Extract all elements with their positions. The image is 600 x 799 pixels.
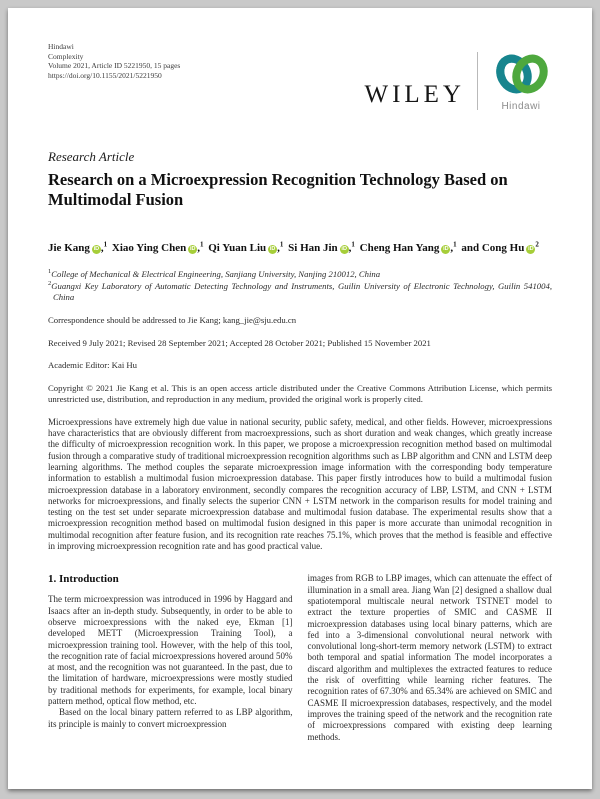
intro-paragraph: images from RGB to LBP images, which can attenuate the effect of illumination in a small area. Jiang Wan [2] designed a shallow dual spatiotemporal multiscale neural network TSTNET model to extract the texture properties of SMIC and CASME II microexpression databases using local binary patterns, which are fed into a 3-dimensional convolutional neural network with convolutional long-short-term memory network (LSTM) to extract both temporal and spatial information The model incorporates a discard algorithm and multiplexes the extracted features to reduce the risk of overfitting while learning richer features. The recognition rates of 67.30% and 65.34% are achieved on SMIC and CASME II microexpression databases, respectively, and the model improves the training speed of the network and the recognition rate of microexpressions compared with existing deep learning methods. [307, 573, 552, 742]
author [112, 242, 204, 254]
correspondence-email-link[interactable]: kang_jie@sju.edu.cn [222, 314, 297, 325]
affiliation-list [48, 267, 552, 303]
publication-meta [48, 42, 180, 80]
affiliation-number: 2 [48, 280, 52, 288]
orcid-icon[interactable] [340, 245, 349, 254]
affiliation-ref: 2 [535, 240, 539, 248]
author-name: Si Han Jin [288, 241, 338, 254]
author [48, 242, 107, 254]
author-separator: , [450, 241, 454, 254]
orcid-icon[interactable] [526, 245, 535, 254]
orcid-icon[interactable] [92, 245, 101, 254]
author [360, 242, 457, 254]
affiliation-ref: 1 [453, 240, 457, 248]
affiliation-ref: 1 [200, 240, 204, 248]
affiliation-ref: 1 [103, 240, 108, 248]
orcid-icon[interactable] [188, 245, 197, 254]
academic-editor-line: Academic Editor: Kai Hu [48, 360, 138, 371]
affiliation-text: College of Mechanical & Electrical Engineering, Sanjiang University, Nanjing 210012, China [51, 268, 381, 279]
copyright-notice: Copyright © 2021 Jie Kang et al. This is an open access article distributed under the Creative Commons Attribution License, which permits unrestricted use, distribution, and reproduction in any medium, provided the original work is properly cited. [48, 383, 552, 405]
section-heading-introduction: 1. Introduction [48, 573, 119, 586]
right-column [308, 573, 553, 742]
article-type-label: Research Article [48, 149, 135, 164]
author-name: Qi Yuan Liu [208, 241, 267, 254]
wiley-logo: WILEY [364, 81, 465, 108]
author-separator: , [348, 241, 352, 254]
body-columns [48, 573, 552, 742]
doi-link[interactable]: https://doi.org/10.1155/2021/5221950 [48, 70, 162, 80]
author-separator: , [197, 241, 200, 254]
article-page [8, 8, 592, 789]
author-list [48, 237, 552, 255]
hindawi-logo [490, 50, 552, 112]
author-name: Jie Kang [48, 241, 90, 254]
journal-name: Complexity [48, 51, 84, 61]
author-name: Cong Hu [481, 241, 525, 254]
correspondence-line [48, 315, 552, 326]
affiliation-ref: 1 [279, 240, 284, 248]
dates-line: Received 9 July 2021; Revised 28 September 2021; Accepted 28 October 2021; Published 15 November 2021 [48, 337, 431, 348]
orcid-icon[interactable] [441, 245, 450, 254]
hindawi-logo-label: Hindawi [501, 101, 541, 112]
author [461, 242, 539, 254]
author-separator: , [277, 241, 280, 254]
intro-paragraph: The term microexpression was introduced in 1996 by Haggard and Isaacs after an in-depth study. Subsequently, in order to be able to observe microexpressions with the naked eye, Ekman [1] developed METT (Microexpression Training Tool), a microexpression training tool. However, with the help of this tool, the recognition rate of facial microexpressions hovered around 50% at most, and the recognition was not guaranteed. In the past, due to the limitation of hardware, microexpressions were mostly studied by traditional methods for experiments, for example, local binary pattern method, optical flow method, etc. [48, 594, 293, 707]
masthead [48, 42, 552, 112]
correspondence-text: Correspondence should be addressed to Jie Kang; [48, 314, 223, 325]
affiliation-ref: 1 [351, 240, 355, 248]
publisher-name: Hindawi [48, 42, 74, 51]
article-title: Research on a Microexpression Recognition Technology Based on Multimodal Fusion [48, 170, 508, 209]
affiliation [48, 267, 552, 280]
intro-paragraph: Based on the local binary pattern referred to as LBP algorithm, its principle is mainly to convert microexpression [48, 707, 293, 729]
affiliation-text: Guangxi Key Laboratory of Automatic Detecting Technology and Instruments, Guilin University of Electronic Technology, Guilin 541004, China [51, 281, 552, 303]
affiliation-number: 1 [48, 267, 52, 275]
left-column [48, 573, 293, 742]
author-prefix: and [461, 241, 482, 254]
author-name: Cheng Han Yang [359, 241, 440, 254]
abstract-text: Microexpressions have extremely high due value in national security, public safety, medical, and other fields. However, microexpressions have characteristics that are obviously different from macroexpressions, such as short duration and weak changes, which greatly increase the difficulty of microexpression recognition work. In this paper, we propose a microexpression recognition method based on multimodal fusion through a comparative study of traditional microexpression recognition algorithms such as LBP algorithm and CNN and LSTM deep learning algorithms. The method couples the separate microexpression image information with the corresponding body temperature information to establish a multimodal fusion microexpression database. This paper firstly introduces how to build a multimodal fusion microexpression database in a laboratory environment, secondly compares the recognition accuracy of LBP, LSTM, and CNN + LSTM networks for microexpressions, and finally selects the superior CNN + LSTM network in the comparison results for model training and testing on the test set under separate microexpression database and multimodal fusion database. The experimental results show that a microexpression recognition method based on multimodal fusion designed in this paper is more accurate than unimodal recognition in multimodal recognition after feature fusion, and its recognition rate reaches 75.1%, which proves that the method is feasible and effective in improving microexpression recognition rate and has good practical value. [48, 416, 552, 552]
author [288, 242, 355, 254]
author [208, 242, 283, 254]
author-name: Xiao Ying Chen [111, 241, 187, 254]
volume-line: Volume 2021, Article ID 5221950, 15 pages [48, 61, 181, 71]
hindawi-rings-icon [490, 50, 552, 100]
affiliation [48, 279, 552, 302]
logo-divider [477, 52, 478, 110]
author-separator: , [100, 241, 104, 254]
orcid-icon[interactable] [268, 245, 277, 254]
publisher-logos [364, 50, 552, 112]
